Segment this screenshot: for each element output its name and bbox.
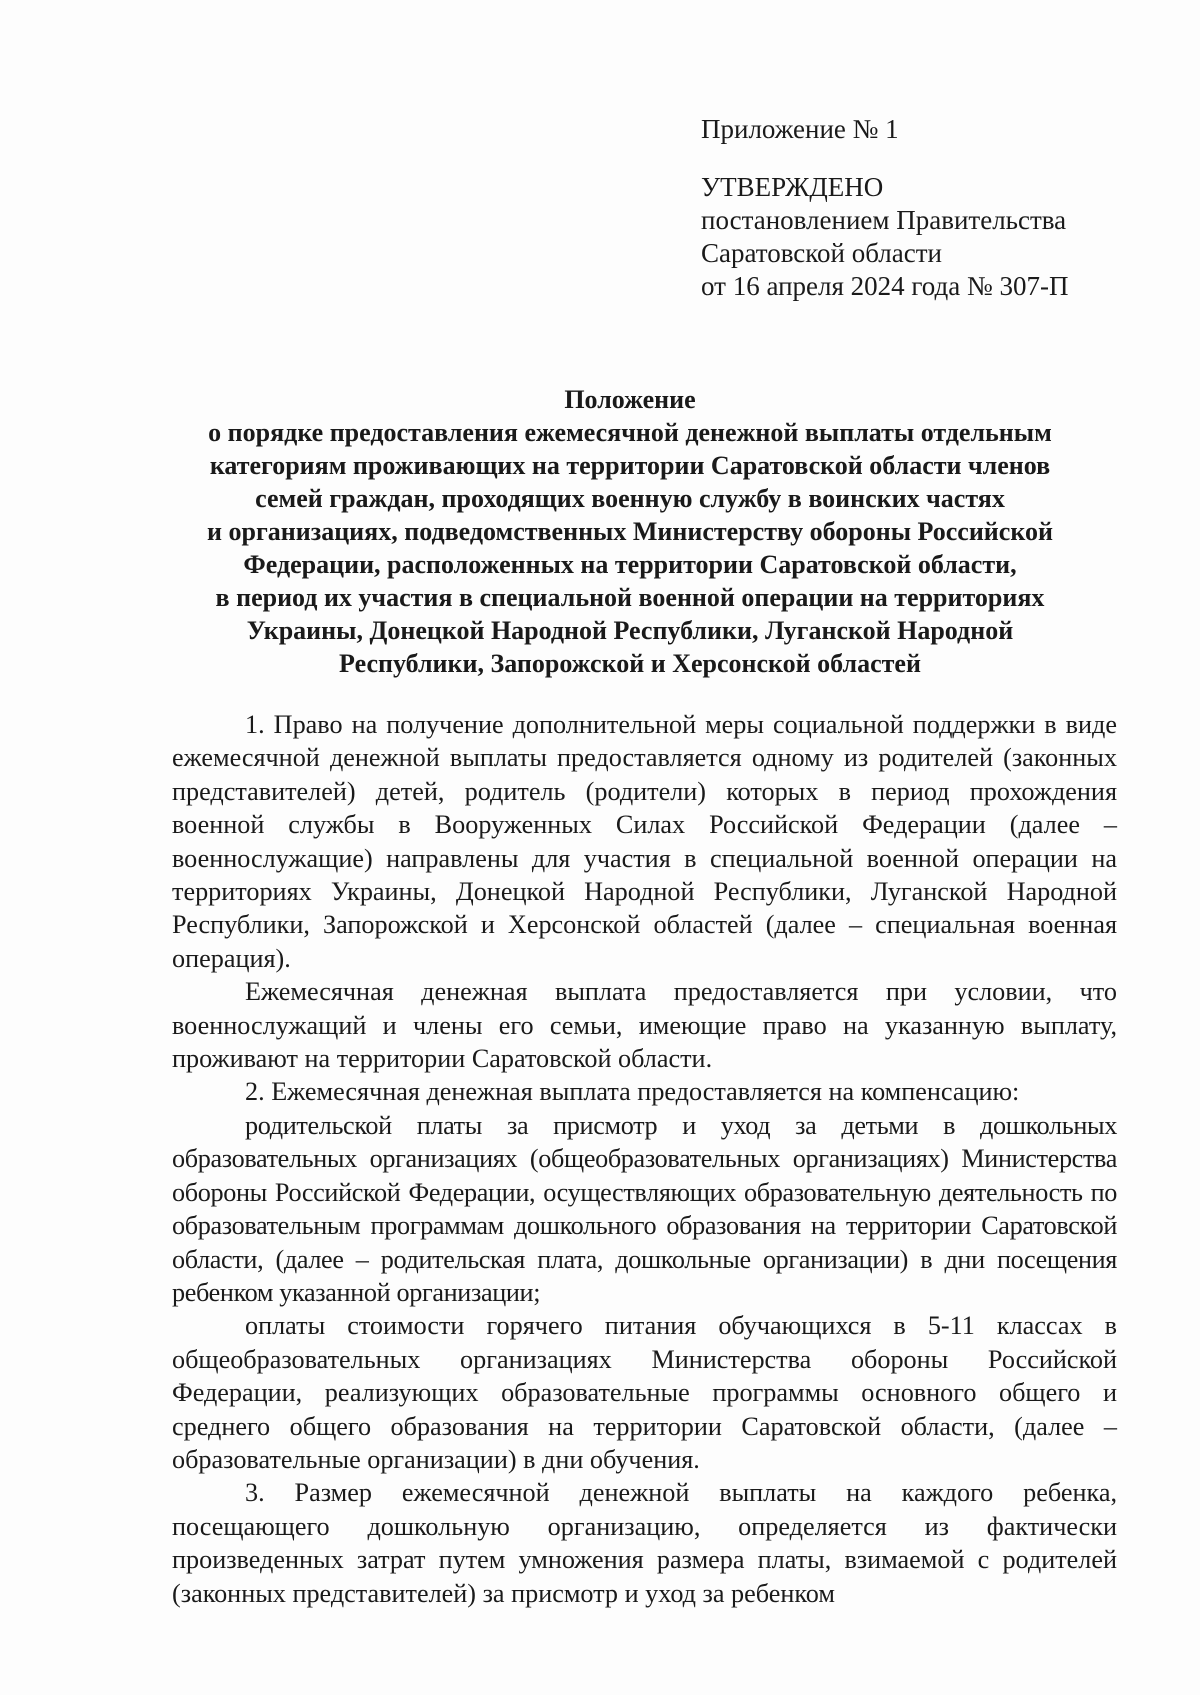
title-heading: Положение: [564, 385, 696, 414]
title-line: категориям проживающих на территории Саратовской области членов: [209, 451, 1051, 480]
document-body: [172, 708, 1117, 1610]
annex-label: Приложение № 1: [701, 114, 899, 144]
approval-block: [701, 113, 1069, 303]
approved-label: УТВЕРЖДЕНО: [701, 172, 884, 202]
paragraph-2-meals: оплаты стоимости горячего питания обучающихся в 5-11 классах в общеобразовательных организациях Министерства обороны Российской Федерации, реализующих образовательные программы основного общего и среднего общего образования на территории Саратовской области, (далее – образовательные организации) в дни обучения.: [172, 1311, 1117, 1474]
paragraph-3: 3. Размер ежемесячной денежной выплаты на каждого ребенка, посещающего дошкольную организацию, определяется из фактически произведенных затрат путем умножения размера платы, взимаемой с родителей (законных представителей) за присмотр и уход за ребенком: [172, 1478, 1117, 1608]
title-line: и организациях, подведомственных Министерству обороны Российской: [207, 517, 1053, 546]
title-line: о порядке предоставления ежемесячной денежной выплаты отдельным: [208, 418, 1052, 447]
approved-by-line-1: постановлением Правительства: [701, 205, 1067, 235]
title-line: Республики, Запорожской и Херсонской областей: [339, 649, 921, 678]
title-line: семей граждан, проходящих военную службу в воинских частях: [255, 484, 1005, 513]
title-line: в период их участия в специальной военной операции на территориях: [215, 583, 1045, 612]
title-line: Федерации, расположенных на территории Саратовской области,: [243, 550, 1017, 579]
paragraph-1-condition: Ежемесячная денежная выплата предоставляется при условии, что военнослужащий и члены его семьи, имеющие право на указанную выплату, проживают на территории Саратовской области.: [172, 977, 1117, 1074]
paragraph-2-preschool: родительской платы за присмотр и уход за детьми в дошкольных образовательных организациях (общеобразовательных организациях) Министерства обороны Российской Федерации, осуществляющих образовательную деятельность по образовательным программам дошкольного образования на территории Саратовской области, (далее – родительская плата, дошкольные организации) в дни посещения ребенком указанной организации;: [172, 1110, 1117, 1307]
document-title: [130, 383, 1130, 680]
approved-by-line-2: Саратовской области: [701, 238, 942, 268]
title-line: Украины, Донецкой Народной Республики, Луганской Народной: [246, 616, 1014, 645]
paragraph-2: 2. Ежемесячная денежная выплата предоставляется на компенсацию:: [245, 1077, 1020, 1107]
decree-date-number: от 16 апреля 2024 года № 307-П: [701, 271, 1069, 301]
paragraph-1: 1. Право на получение дополнительной меры социальной поддержки в виде ежемесячной денежной выплаты предоставляется одному из родителей (законных представителей) детей, родитель (родители) которых в период прохождения военной службы в Вооруженных Силах Российской Федерации (далее – военнослужащие) направлены для участия в специальной военной операции на территориях Украины, Донецкой Народной Республики, Луганской Народной Республики, Запорожской и Херсонской областей (далее – специальная военная операция).: [172, 710, 1117, 973]
